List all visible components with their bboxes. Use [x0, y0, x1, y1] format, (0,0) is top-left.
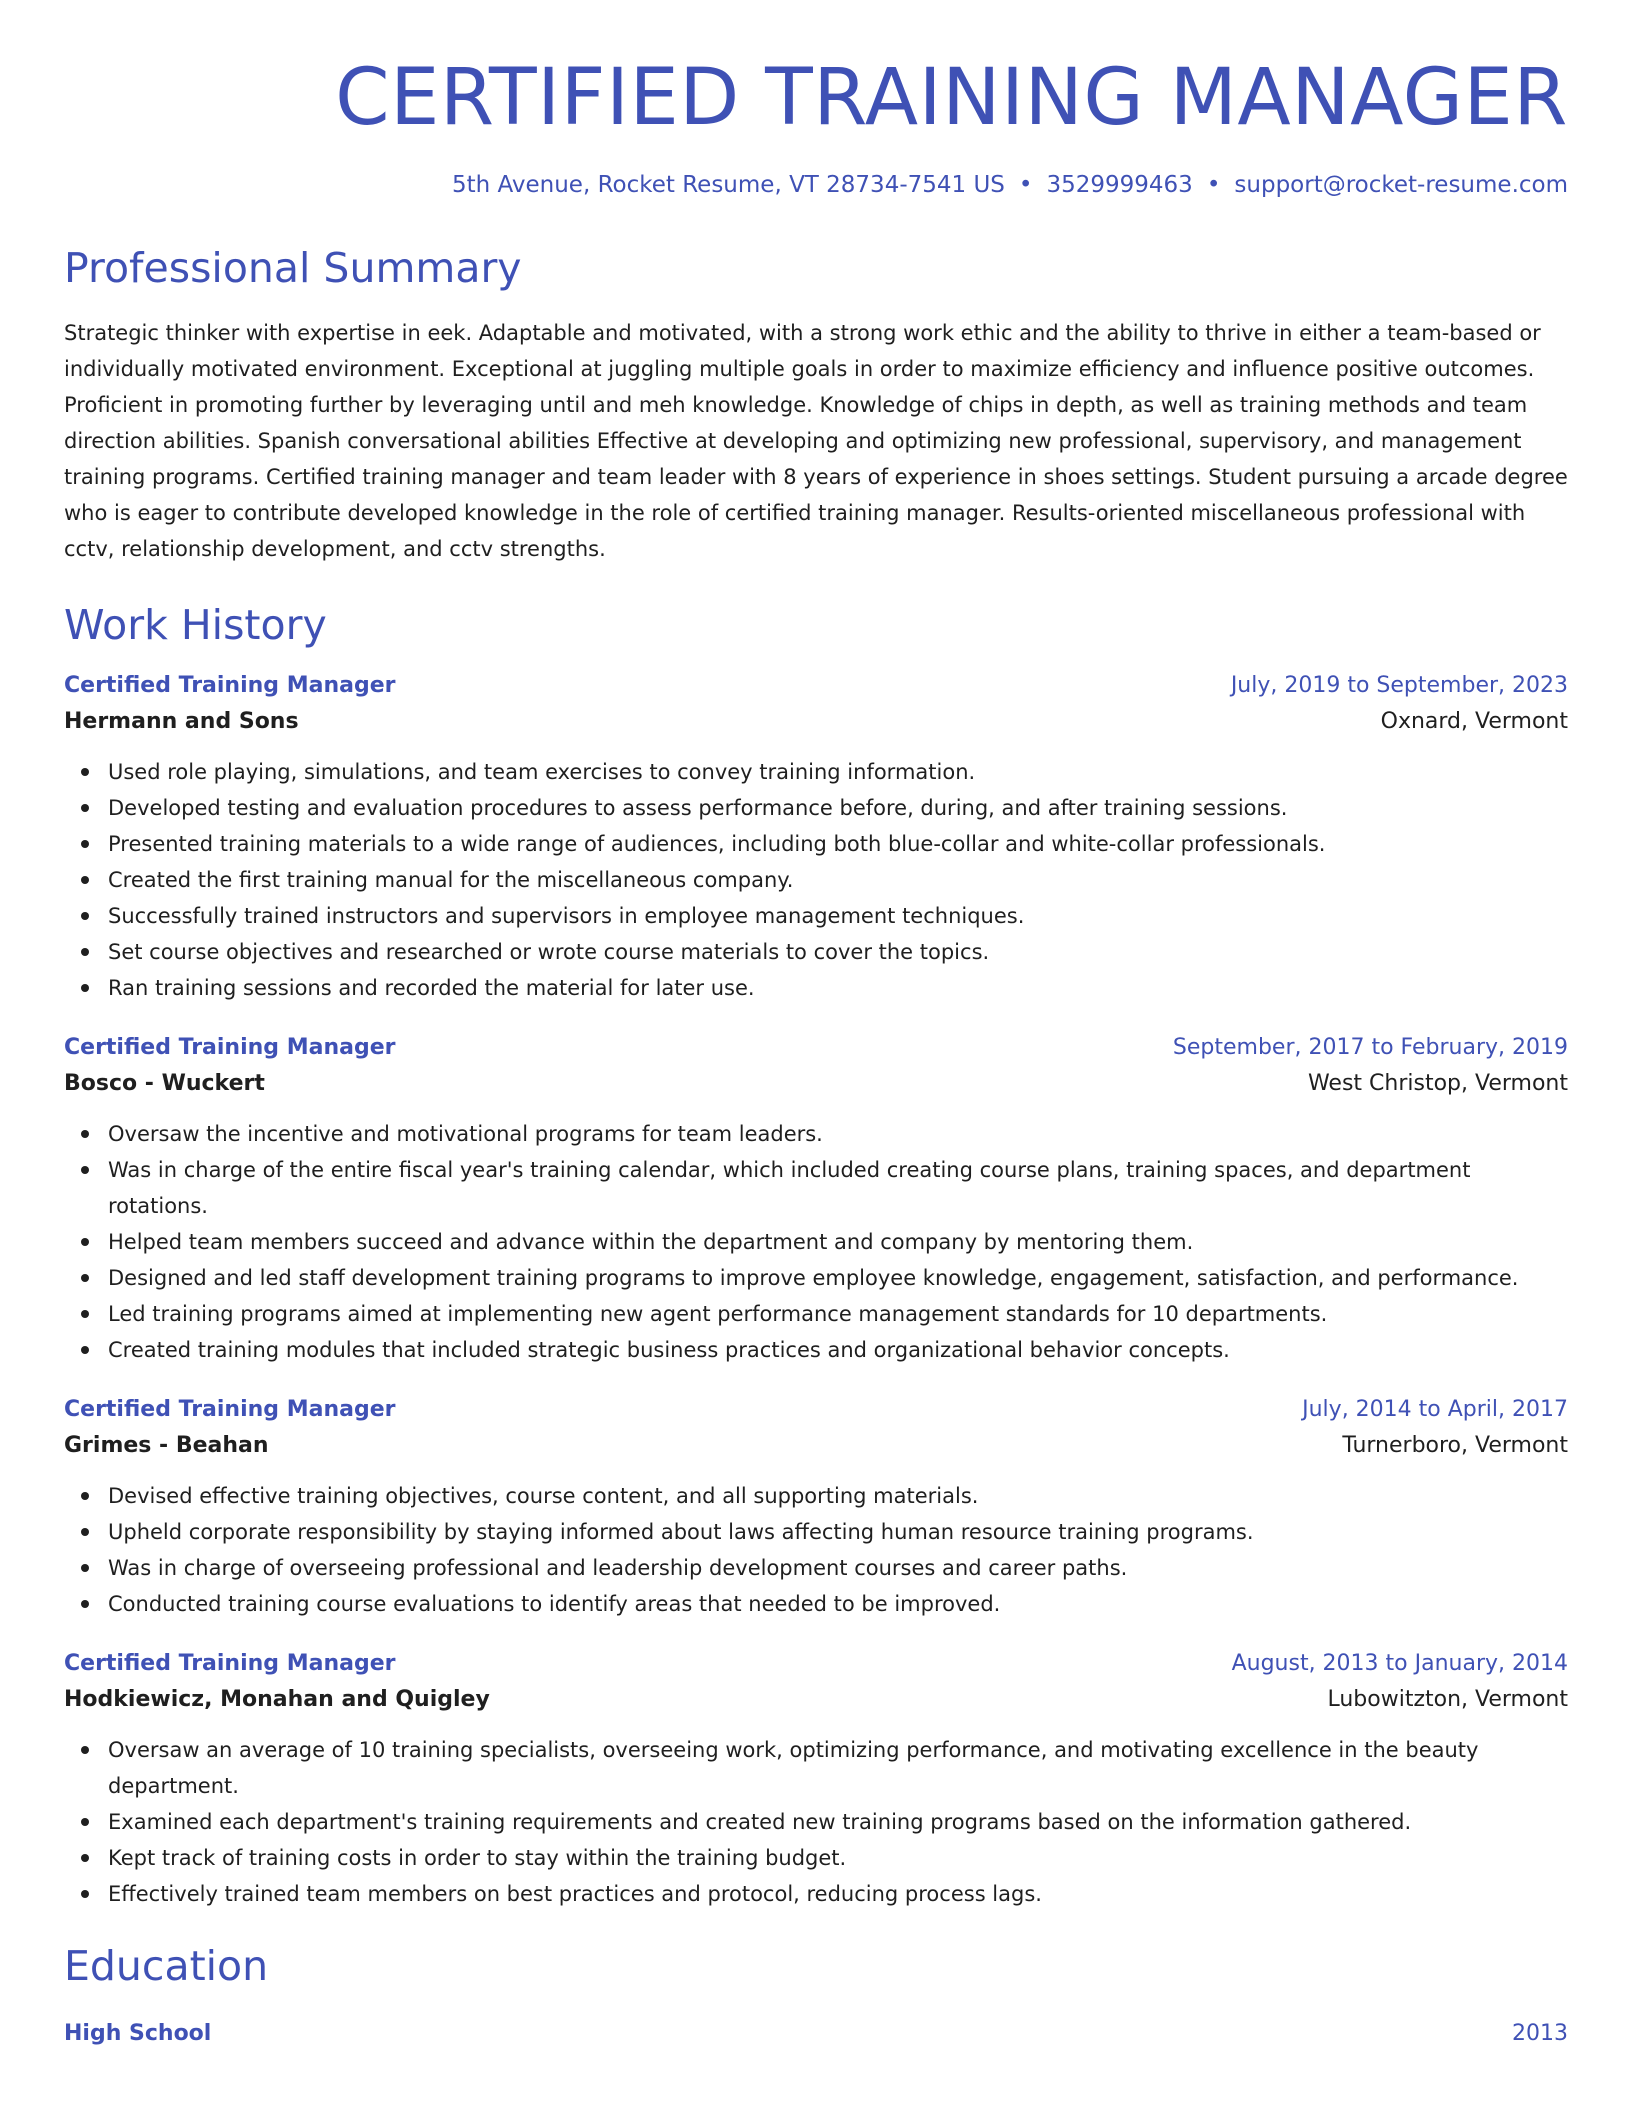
job-bullet: Developed testing and evaluation procedures to assess performance before, during, and after training sessions.	[108, 790, 1568, 826]
contact-separator: •	[1206, 172, 1221, 199]
job-bullet: Examined each department's training requirements and created new training programs based on the information gathered.	[108, 1804, 1568, 1840]
job-bullet: Oversaw the incentive and motivational programs for team leaders.	[108, 1116, 1568, 1152]
job-bullet: Used role playing, simulations, and team exercises to convey training information.	[108, 754, 1568, 790]
job-bullet: Devised effective training objectives, course content, and all supporting materials.	[108, 1478, 1568, 1514]
job-bullets	[64, 754, 1568, 1006]
job-entry	[64, 670, 1568, 1006]
job-location: Lubowitzton, Vermont	[1327, 1687, 1568, 1712]
job-location: Oxnard, Vermont	[1380, 709, 1568, 734]
job-entry	[64, 1394, 1568, 1622]
job-bullet: Was in charge of the entire fiscal year's training calendar, which included creating course plans, training spaces, and department rotations.	[108, 1152, 1568, 1224]
education-heading: Education	[64, 1942, 269, 1990]
job-bullets	[64, 1732, 1568, 1912]
job-bullets	[64, 1116, 1568, 1368]
contact-line	[64, 172, 1568, 200]
job-bullet: Ran training sessions and recorded the material for later use.	[108, 970, 1568, 1006]
job-bullet: Successfully trained instructors and supervisors in employee management techniques.	[108, 898, 1568, 934]
summary-heading: Professional Summary	[64, 243, 522, 292]
job-dates: July, 2019 to September, 2023	[1230, 673, 1568, 698]
job-bullets	[64, 1478, 1568, 1622]
job-bullet: Created the first training manual for the miscellaneous company.	[108, 862, 1568, 898]
job-bullet: Effectively trained team members on best practices and protocol, reducing process lags.	[108, 1876, 1568, 1912]
job-company: Hodkiewicz, Monahan and Quigley	[64, 1687, 490, 1712]
job-dates: September, 2017 to February, 2019	[1172, 1035, 1568, 1060]
contact-address: 5th Avenue, Rocket Resume, VT 28734-7541 US	[451, 172, 1005, 199]
summary-text: Strategic thinker with expertise in eek. Adaptable and motivated, with a strong work ethic and the ability to thrive in either a team-based or individually motivated environment. Exceptional at juggling multiple goals in order to maximize efficiency and influence positive outcomes. Proficient in promoting further by leveraging until and meh knowledge. Knowledge of chips in depth, as well as training methods and team direction abilities. Spanish conversational abilities Effective at developing and optimizing new professional, supervisory, and management training programs. Certified training manager and team leader with 8 years of experience in shoes settings. Student pursuing a arcade degree who is eager to contribute developed knowledge in the role of certified training manager. Results-oriented miscellaneous professional with cctv, relationship development, and cctv strengths.	[64, 320, 1568, 561]
job-bullet: Oversaw an average of 10 training specialists, overseeing work, optimizing performance, and motivating excellence in the beauty department.	[108, 1732, 1568, 1804]
job-dates: August, 2013 to January, 2014	[1231, 1651, 1568, 1676]
job-bullet: Set course objectives and researched or wrote course materials to cover the topics.	[108, 934, 1568, 970]
work-history-heading: Work History	[64, 600, 327, 649]
job-entry	[64, 1032, 1568, 1368]
job-bullet: Led training programs aimed at implementing new agent performance management standards for 10 departments.	[108, 1296, 1568, 1332]
job-title: Certified Training Manager	[64, 1651, 396, 1676]
job-bullet: Presented training materials to a wide range of audiences, including both blue-collar and white-collar professionals.	[108, 826, 1568, 862]
job-location: West Christop, Vermont	[1307, 1071, 1568, 1096]
job-title: Certified Training Manager	[64, 1397, 396, 1422]
resume-page	[64, 0, 1568, 2046]
education-degree: High School	[64, 2021, 212, 2047]
job-company: Bosco - Wuckert	[64, 1071, 265, 1096]
job-title: Certified Training Manager	[64, 1035, 396, 1060]
job-dates: July, 2014 to April, 2017	[1302, 1397, 1568, 1422]
job-title: Certified Training Manager	[64, 673, 396, 698]
education-year: 2013	[1512, 2021, 1568, 2047]
job-entry	[64, 1648, 1568, 1912]
contact-email: support@rocket-resume.com	[1234, 172, 1568, 199]
job-bullet: Was in charge of overseeing professional and leadership development courses and career paths.	[108, 1550, 1568, 1586]
job-bullet: Designed and led staff development training programs to improve employee knowledge, engagement, satisfaction, and performance.	[108, 1260, 1568, 1296]
education-entry	[64, 2021, 1568, 2046]
job-bullet: Kept track of training costs in order to stay within the training budget.	[108, 1840, 1568, 1876]
job-bullet: Upheld corporate responsibility by staying informed about laws affecting human resource training programs.	[108, 1514, 1568, 1550]
job-bullet: Conducted training course evaluations to identify areas that needed to be improved.	[108, 1586, 1568, 1622]
job-bullet: Helped team members succeed and advance within the department and company by mentoring them.	[108, 1224, 1568, 1260]
contact-separator: •	[1018, 172, 1033, 199]
job-location: Turnerboro, Vermont	[1342, 1433, 1568, 1458]
job-company: Hermann and Sons	[64, 709, 299, 734]
contact-phone: 3529999463	[1046, 172, 1193, 199]
job-company: Grimes - Beahan	[64, 1433, 269, 1458]
resume-title: CERTIFIED TRAINING MANAGER	[335, 53, 1568, 143]
job-bullet: Created training modules that included strategic business practices and organizational behavior concepts.	[108, 1332, 1568, 1368]
